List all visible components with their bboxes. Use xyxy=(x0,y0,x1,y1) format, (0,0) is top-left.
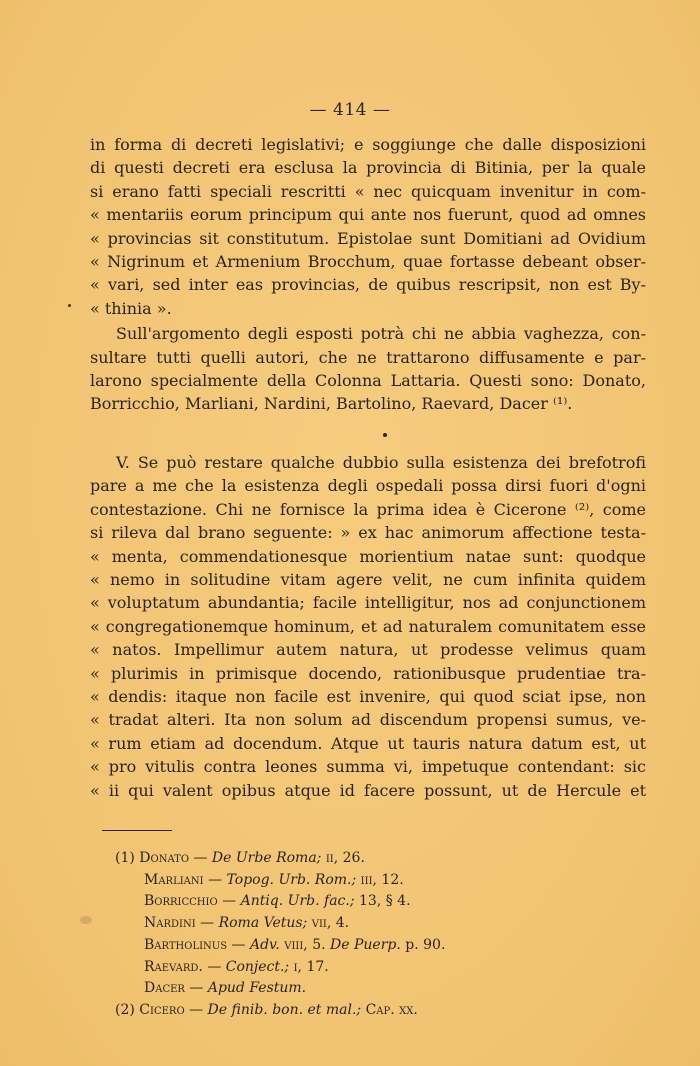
margin-mark xyxy=(68,304,71,307)
text-line: si rileva dal brano seguente: » ex hac animorum affectione testa- xyxy=(90,523,646,543)
text-line: « mentariis eorum principum qui ante nos fuerunt, quod ad omnes xyxy=(90,205,646,225)
text-line: « dendis: itaque non facile est invenire, qui quod sciat ipse, non xyxy=(90,687,646,707)
page-smudge xyxy=(80,916,92,924)
footnote-author: Bartholinus xyxy=(144,936,228,953)
text-line: in forma di decreti legislativi; e soggiunge che dalle disposizioni xyxy=(90,135,646,154)
text-line: « Nigrinum et Armenium Brocchum, quae fortasse debeant obser- xyxy=(90,252,646,272)
text-line: « menta, commendationesque morientium natae sunt: quodque xyxy=(90,546,646,566)
footnote xyxy=(115,957,635,979)
footnote-ref: iii, 12. xyxy=(360,871,404,888)
text-line: « provincias sit constitutum. Epistolae sunt Domitiani ad Ovidium xyxy=(90,228,646,248)
text-line: contestazione. Chi ne fornisce la prima idea è Cicerone ⁽²⁾, come xyxy=(90,499,646,519)
footnote-marker: (2) xyxy=(115,1001,135,1018)
footnote-work: Topog. Urb. Rom.; xyxy=(226,871,357,888)
footnote-dash: — xyxy=(189,980,204,997)
footnote-dash: — xyxy=(189,1001,204,1018)
footnote xyxy=(115,978,635,1000)
text-line: « vari, sed inter eas provincias, de quibus rescripsit, non est By- xyxy=(90,275,646,295)
text-line: Borricchio, Marliani, Nardini, Bartolino, Raevard, Dacer ⁽¹⁾. xyxy=(90,394,573,414)
footnote xyxy=(115,1000,635,1022)
footnote-ref: 13, § 4. xyxy=(359,893,411,910)
text-line: sultare tutti quelli autori, che ne trattarono diffusamente e par- xyxy=(90,347,646,367)
footnote-ref: vii, 4. xyxy=(311,915,350,932)
footnote-ref: viii, 5. xyxy=(284,936,326,953)
text-line: « natos. Impellimur autem natura, ut prodesse velimus quam xyxy=(90,640,646,660)
footnotes xyxy=(115,848,635,1022)
text-line: si erano fatti speciali rescritti « nec quicquam invenitur in com- xyxy=(90,181,646,201)
footnote-work: Adv. xyxy=(249,936,280,953)
footnote-dash: — xyxy=(207,958,222,975)
footnote xyxy=(115,848,635,870)
footnote-dash: — xyxy=(208,871,223,888)
footnote-ref: i, 17. xyxy=(293,958,329,975)
footnote-author: Nardini xyxy=(144,915,196,932)
text-line: « congregationemque hominum, et ad naturalem comunitatem esse xyxy=(90,616,646,636)
footnote xyxy=(115,891,635,913)
footnote-work: Apud Festum. xyxy=(207,980,307,997)
text-line: « voluptatum abundantia; facile intelligitur, nos ad conjunctionem xyxy=(90,593,646,613)
footnote-work: Antiq. Urb. fac.; xyxy=(240,893,355,910)
footnote-dash: — xyxy=(231,936,246,953)
footnote-author: Dacer xyxy=(144,980,185,997)
text-line: pare a me che la esistenza degli ospedali possa dirsi fuori d'ogni xyxy=(90,476,646,496)
text-line: « tradat alteri. Ita non solum ad discendum propensi sumus, ve- xyxy=(90,710,646,730)
footnote-rule xyxy=(102,830,172,831)
footnote-dash: — xyxy=(200,915,215,932)
footnote-ref: Cap. xx. xyxy=(365,1001,418,1018)
footnote-work: De Puerp. xyxy=(330,936,401,953)
footnote xyxy=(115,870,635,892)
text-line: « thinia ». xyxy=(90,298,172,318)
paragraph-3 xyxy=(90,451,646,802)
footnote-ref: p. 90. xyxy=(405,936,446,953)
text-line: V. Se può restare qualche dubbio sulla esistenza dei brefotrofi xyxy=(116,453,646,472)
footnote-author: Borricchio xyxy=(144,893,218,910)
paragraph-1 xyxy=(90,133,646,416)
footnote xyxy=(115,913,635,935)
text-line: larono specialmente della Colonna Lattaria. Questi sono: Donato, xyxy=(90,371,646,391)
section-dot xyxy=(383,433,387,437)
text-line: Sull'argomento degli esposti potrà chi ne abbia vaghezza, con- xyxy=(116,324,646,344)
page-number: — 414 — xyxy=(309,100,391,120)
text-line: « nemo in solitudine vitam agere velit, ne cum infinita quidem xyxy=(90,570,646,590)
footnote-author: Donato xyxy=(139,850,190,866)
footnote-author: Raevard. xyxy=(144,958,203,975)
footnote-ref: ii, 26. xyxy=(325,850,365,866)
footnote-dash: — xyxy=(222,893,237,910)
text-line: « plurimis in primisque docendo, rationibusque prudentiae tra- xyxy=(90,663,646,683)
footnote-author: Marliani xyxy=(144,871,204,888)
text-line: « ii qui valent opibus atque id facere possunt, ut de Hercule et xyxy=(90,780,646,800)
footnote-marker: (1) xyxy=(115,850,135,866)
text-line: « pro vitulis contra leones summa vi, impetuque contendant: sic xyxy=(90,757,646,777)
footnote xyxy=(115,935,635,957)
footnote-author: Cicero xyxy=(139,1001,185,1018)
footnote-dash: — xyxy=(193,850,208,866)
footnote-work: De finib. bon. et mal.; xyxy=(207,1001,362,1018)
text-line: di questi decreti era esclusa la provincia di Bitinia, per la quale xyxy=(90,158,646,178)
text-line: « rum etiam ad docendum. Atque ut tauris natura datum est, ut xyxy=(90,733,646,753)
footnote-work: Roma Vetus; xyxy=(218,915,308,932)
footnote-work: De Urbe Roma; xyxy=(211,850,322,866)
footnote-work: Conject.; xyxy=(225,958,290,975)
